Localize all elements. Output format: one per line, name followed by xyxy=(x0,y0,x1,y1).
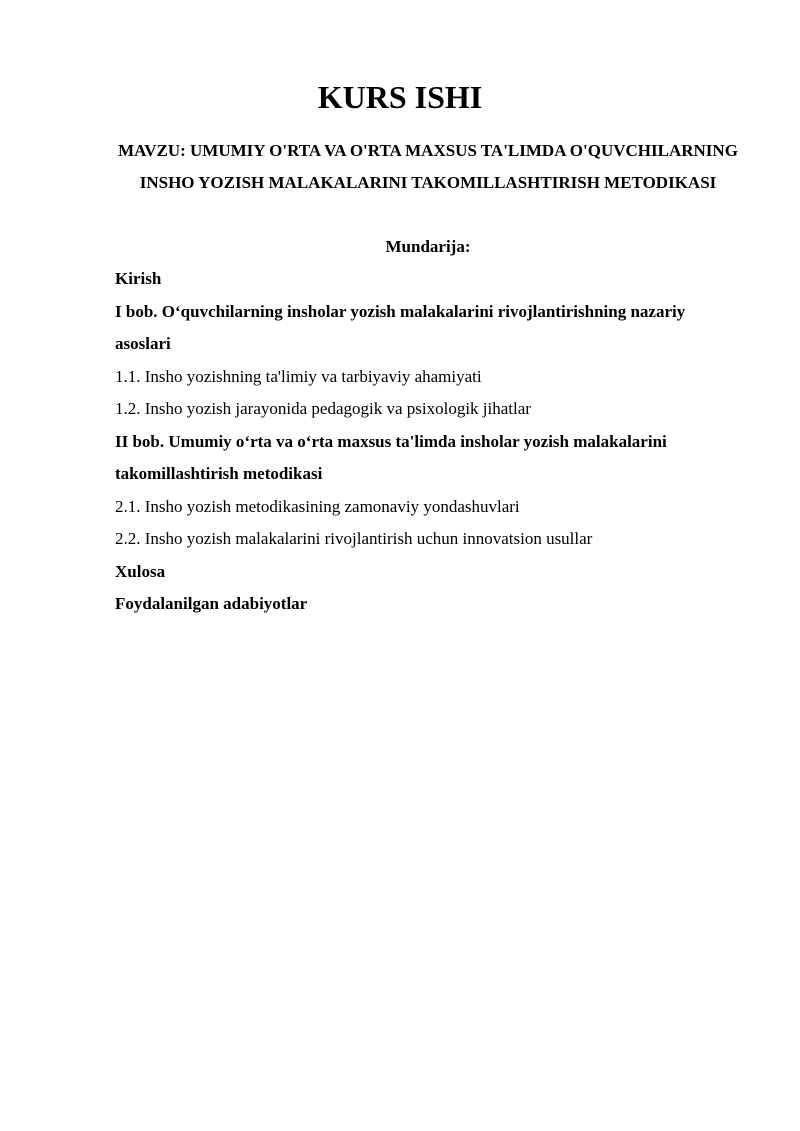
toc-item-section-1-1: 1.1. Insho yozishning ta'limiy va tarbiyaviy ahamiyati xyxy=(115,366,482,386)
toc-item-references: Foydalanilgan adabiyotlar xyxy=(115,594,308,613)
table-of-contents xyxy=(115,263,735,621)
document-title: KURS ISHI xyxy=(317,79,483,115)
toc-item-section-2-2: 2.2. Insho yozish malakalarini rivojlantirish uchun innovatsion usullar xyxy=(115,529,593,548)
toc-item-section-2-1: 2.1. Insho yozish metodikasining zamonaviy yondashuvlari xyxy=(115,496,520,516)
toc-item-introduction: Kirish xyxy=(115,269,162,288)
toc-item-chapter-1: I bob. O‘quvchilarning insholar yozish malakalarini rivojlantirishning nazariy asoslari xyxy=(115,301,686,353)
document-topic: MAVZU: UMUMIY O'RTA VA O'RTA MAXSUS TA'LIMDA O'QUVCHILARNING INSHO YOZISH MALAKALARINI TAKOMILLASHTIRISH METODIKASI xyxy=(118,141,738,192)
toc-item-chapter-2: II bob. Umumiy o‘rta va o‘rta maxsus ta'limda insholar yozish malakalarini takomillashtirish metodikasi xyxy=(115,431,667,483)
toc-item-section-1-2: 1.2. Insho yozish jarayonida pedagogik va psixologik jihatlar xyxy=(115,399,531,418)
toc-item-conclusion: Xulosa xyxy=(115,561,166,581)
toc-heading: Mundarija: xyxy=(385,237,471,256)
